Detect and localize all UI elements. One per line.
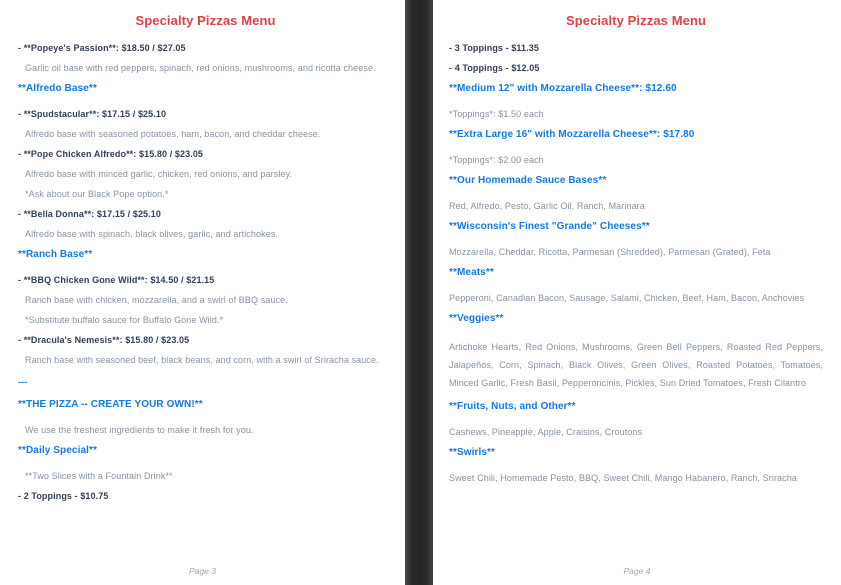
section-heading: **Ranch Base** bbox=[18, 249, 93, 260]
menu-line: **Two Slices with a Fountain Drink** bbox=[25, 471, 173, 481]
section-heading: **Medium 12" with Mozzarella Cheese**: $12.60 bbox=[449, 83, 677, 94]
menu-line: - 2 Toppings - $10.75 bbox=[18, 491, 109, 501]
section-heading: **Our Homemade Sauce Bases** bbox=[449, 175, 607, 186]
menu-line: - **Pope Chicken Alfredo**: $15.80 / $23.05 bbox=[18, 149, 204, 159]
menu-line: Ranch base with seasoned beef, black beans, and corn, with a swirl of Sriracha sauce. bbox=[25, 355, 379, 365]
menu-line: Alfredo base with seasoned potatoes, ham, bacon, and cheddar cheese. bbox=[25, 129, 321, 139]
page-title: Specialty Pizzas Menu bbox=[135, 13, 276, 28]
menu-line: - **Popeye's Passion**: $18.50 / $27.05 bbox=[18, 43, 186, 53]
section-heading: **Fruits, Nuts, and Other** bbox=[449, 401, 576, 412]
menu-line: - **Spudstacular**: $17.15 / $25.10 bbox=[18, 109, 167, 119]
section-heading: **Swirls** bbox=[449, 447, 496, 458]
menu-line: Alfredo base with spinach, black olives, garlic, and artichokes. bbox=[25, 229, 279, 239]
menu-line: *Substitute buffalo sauce for Buffalo Gone Wild.* bbox=[25, 315, 224, 325]
menu-line: *Toppings*: $1.50 each bbox=[449, 109, 544, 119]
menu-line: - **Dracula's Nemesis**: $15.80 / $23.05 bbox=[18, 335, 190, 345]
menu-line: Red, Alfredo, Pesto, Garlic Oil, Ranch, Marinara bbox=[449, 201, 645, 211]
section-heading: **Wisconsin's Finest "Grande" Cheeses** bbox=[449, 221, 650, 232]
menu-line: Mozzarella, Cheddar, Ricotta, Parmesan (Shredded), Parmesan (Grated), Feta bbox=[449, 247, 771, 257]
section-heading: **Extra Large 16" with Mozzarella Cheese**: $17.80 bbox=[449, 129, 695, 140]
menu-line: Ranch base with chicken, mozzarella, and a swirl of BBQ sauce. bbox=[25, 295, 288, 305]
page-number: Page 4 bbox=[623, 566, 651, 576]
menu-page-4 bbox=[433, 0, 841, 585]
menu-line: Pepperoni, Canadian Bacon, Sausage, Salami, Chicken, Beef, Ham, Bacon, Anchovies bbox=[449, 293, 805, 303]
menu-line: - 4 Toppings - $12.05 bbox=[449, 63, 540, 73]
page-content bbox=[18, 42, 393, 502]
menu-line: Artichoke Hearts, Red Onions, Mushrooms, Green Bell Peppers, Roasted Red Peppers, Jalapeños, Corn, Spinach, Black Olives, Green Olives, Roasted Potatoes, Tomatoes, Minced Garlic, Fresh Basil, Pepperoncinis, Pickles, Sun Dried Tomatoes, Fresh Cilantro bbox=[449, 342, 823, 388]
menu-line: We use the freshest ingredients to make it fresh for you. bbox=[25, 425, 254, 435]
section-heading: **Meats** bbox=[449, 267, 494, 278]
menu-line: *Ask about our Black Pope option.* bbox=[25, 189, 169, 199]
menu-line: - **BBQ Chicken Gone Wild**: $14.50 / $21.15 bbox=[18, 275, 215, 285]
menu-line: Cashews, Pineapple, Apple, Craisins, Croutons bbox=[449, 427, 643, 437]
section-heading: **Veggies** bbox=[449, 313, 504, 324]
page-content bbox=[449, 42, 823, 484]
menu-line: Garlic oil base with red peppers, spinach, red onions, mushrooms, and ricotta cheese. bbox=[25, 63, 376, 73]
menu-page-3 bbox=[0, 0, 405, 585]
menu-line: Sweet Chili, Homemade Pesto, BBQ, Sweet Chili, Mango Habanero, Ranch, Sriracha bbox=[449, 473, 797, 483]
page-title: Specialty Pizzas Menu bbox=[565, 13, 707, 28]
menu-line: - 3 Toppings - $11.35 bbox=[449, 43, 539, 53]
section-heading: **Alfredo Base** bbox=[18, 83, 97, 94]
menu-line: - **Bella Donna**: $17.15 / $25.10 bbox=[18, 209, 161, 219]
menu-line: *Toppings*: $2.00 each bbox=[449, 155, 544, 165]
section-heading: **Daily Special** bbox=[18, 445, 97, 456]
menu-line: Alfredo base with minced garlic, chicken, red onions, and parsley. bbox=[25, 169, 293, 179]
section-heading: **THE PIZZA -- CREATE YOUR OWN!** bbox=[18, 399, 203, 410]
page-gap-divider bbox=[405, 0, 433, 585]
page-number: Page 3 bbox=[189, 566, 216, 576]
separator-line: --- bbox=[18, 377, 28, 387]
